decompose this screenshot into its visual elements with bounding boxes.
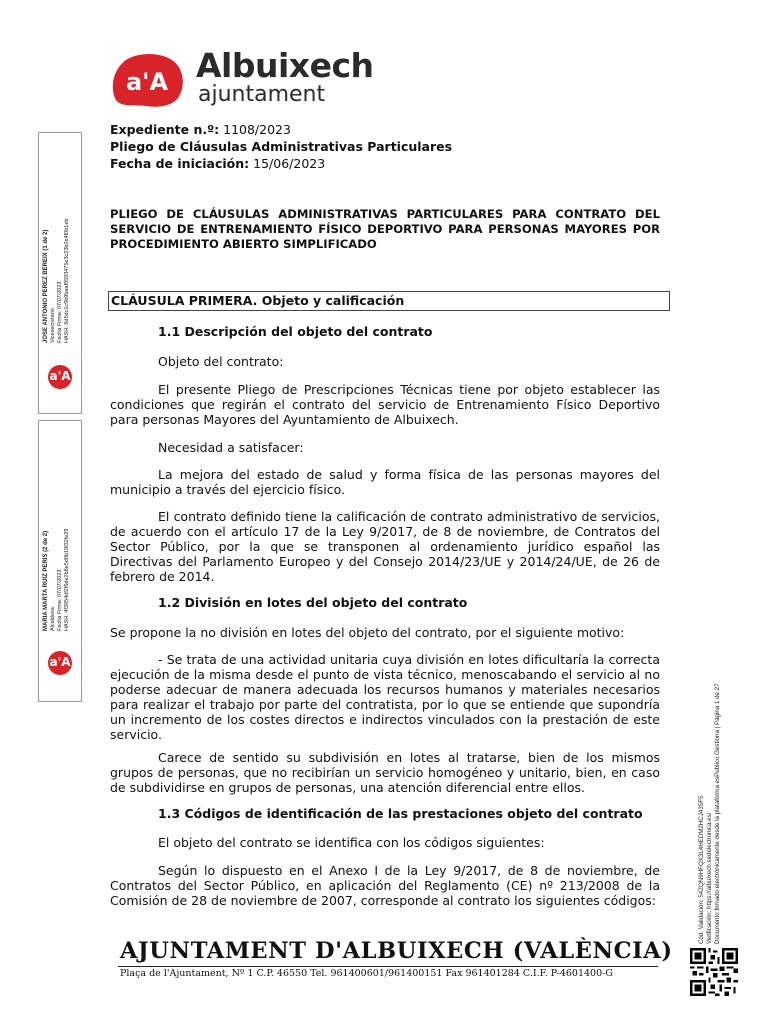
codigos-segun: Según lo dispuesto en el Anexo I de la Ley 9/2017, de 8 de noviembre, de Contratos del Sector Público, en aplicación del Reglamento (CE) nº 213/2008 de la Comisión de 28 de noviembre de 2007, corresponde al contrato los siguientes códigos: (110, 863, 660, 908)
lotes-motivo: - Se trata de una actividad unitaria cuya división en lotes dificultaría la correcta ejecución de la misma desde el punto de vista técnico, menoscabando el servicio al no poderse adecuar de manera adecuada los recursos humanos y materiales necesarios para realizar el trabajo por parte del contratista, por lo que se entiende que supondría un incremento de los costes directos e indirectos vinculados con la prestación de este servicio. (110, 652, 660, 742)
objeto-label: Objeto del contrato: (158, 354, 284, 369)
section-1-1-heading: 1.1 Descripción del objeto del contrato (158, 324, 433, 339)
lotes-intro: Se propone la no división en lotes del objeto del contrato, por el siguiente motivo: (110, 625, 625, 640)
signature-2-text (43, 529, 71, 631)
signature-2-logo-icon: a'A (48, 651, 72, 675)
document-meta (110, 121, 452, 172)
albuixech-logo (108, 44, 374, 114)
objeto-text: El presente Pliego de Prescripciones Técnicas tiene por objeto establecer las condiciones que regirán el contrato del servicio de Entrenamiento Físico Deportivo para personas Mayores del Ayuntamiento de Albuixech. (110, 382, 660, 427)
signature-2-role: Alcaldesa (50, 607, 56, 631)
signature-1-date: Fecha Firma: 07/07/2023 (57, 281, 63, 343)
logo-name: Albuixech (196, 46, 374, 85)
footer-address: Plaça de l'Ajuntament, Nº 1 C.P. 46550 Tel. 961400601/961400151 Fax 961401284 C.I.F. P-4601400-G (120, 968, 613, 979)
section-1-2-heading: 1.2 División en lotes del objeto del contrato (158, 595, 468, 610)
expediente-line (110, 121, 452, 138)
codigos-intro: El objeto del contrato se identifica con los códigos siguientes: (158, 835, 545, 850)
signature-2-hash: HASH: 4f3954df2f6de2b8e5d0b18f32fe29 (64, 528, 70, 631)
validation-line-2: Verificación: https://albuixech.sedelectronica.es/ (706, 812, 713, 944)
signature-1-name: JOSE ANTONIO PEREZ BEREIX (1 de 2) (43, 229, 49, 343)
validation-line-3: Documento firmado electrónicamente desde la plataforma esPublico Gestiona | Página 1 de 27 (714, 683, 721, 944)
signature-2-name: MARIA MARTA RUIZ PERIS (2 de 2) (43, 530, 49, 631)
section-1-3-heading: 1.3 Códigos de identificación de las prestaciones objeto del contrato (158, 806, 643, 821)
signature-1-role: Vicesecretario (50, 308, 56, 343)
logo-subtitle: ajuntament (198, 82, 326, 107)
validation-text (698, 683, 722, 944)
expediente-value: 1108/2023 (223, 122, 291, 137)
necesidad-label: Necesidad a satisfacer: (158, 440, 304, 455)
fecha-line (110, 155, 452, 172)
signature-1-hash: HASH: 6d5dc1c9b9baaf9593475e3c23b2e4f0b1eb (64, 218, 70, 343)
clause-heading: CLÁUSULA PRIMERA. Objeto y calificación (108, 291, 670, 311)
calificacion-text: El contrato definido tiene la calificación de contrato administrativo de servicios, de acuerdo con el artículo 17 de la Ley 9/2017, de 8 de noviembre, de Contratos del Sector Público, por la que se transponen al ordenamiento jurídico español las Directivas del Parlamento Europeo y del Consejo 2014/23/UE y 2014/24/UE, de 26 de febrero de 2014. (110, 509, 660, 584)
pliego-label: Pliego de Cláusulas Administrativas Particulares (110, 139, 453, 154)
fecha-label: Fecha de iniciación: (110, 156, 250, 171)
signature-box-1 (38, 132, 82, 414)
document-title: PLIEGO DE CLÁUSULAS ADMINISTRATIVAS PARTICULARES PARA CONTRATO DEL SERVICIO DE ENTRENAMIENTO FÍSICO DEPORTIVO PARA PERSONAS MAYORES POR PROCEDIMIENTO ABIERTO SIMPLIFICADO (110, 207, 660, 251)
logo-mark-text: a'A (125, 68, 169, 96)
signature-box-2 (38, 420, 82, 702)
footer-divider (118, 966, 658, 967)
lotes-carece: Carece de sentido su subdivisión en lotes al tratarse, bien de los mismos grupos de personas, que no recibirían un servicio homogéneo y unitario, bien, en caso de subdividirse en grupos de personas, una atención diferencial entre ellos. (110, 750, 660, 795)
expediente-label: Expediente n.º: (110, 122, 220, 137)
fecha-value: 15/06/2023 (253, 156, 326, 171)
qr-code-icon (690, 948, 738, 996)
signature-1-logo-icon: a'A (48, 365, 72, 389)
footer-title: AJUNTAMENT D'ALBUIXECH (VALÈNCIA) (120, 938, 673, 964)
signature-2-date: Fecha Firma: 07/07/2023 (57, 569, 63, 631)
signature-1-text (43, 219, 71, 343)
validation-line-1: Cód. Validación: 54ZQN9HFQX3L4HEDM2HCJ435F5 (698, 795, 705, 944)
necesidad-text: La mejora del estado de salud y forma física de las personas mayores del municipio a través del ejercicio físico. (110, 467, 660, 497)
albuixech-logo-icon (108, 50, 186, 108)
pliego-line (110, 138, 452, 155)
